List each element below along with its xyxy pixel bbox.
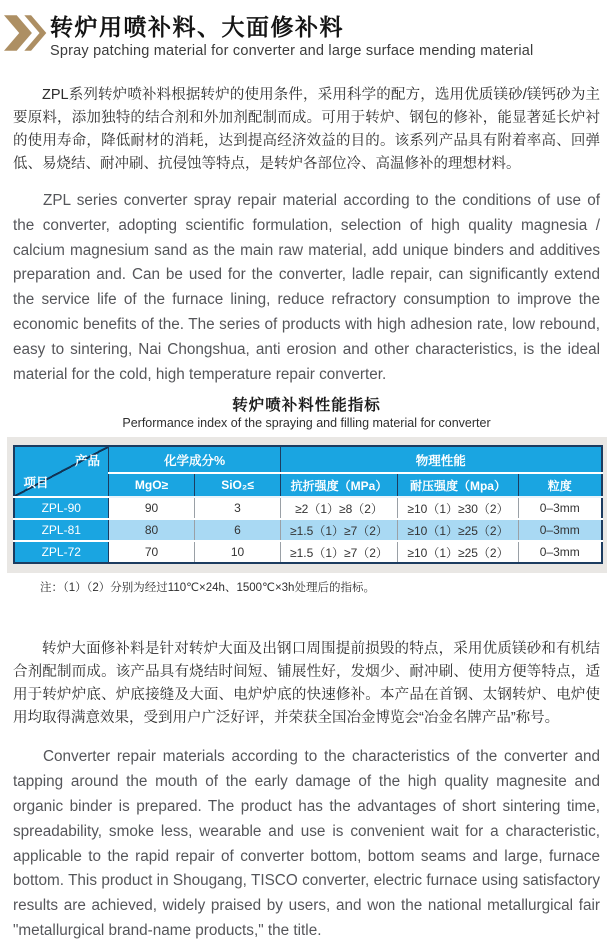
table-title-en: Performance index of the spraying and filling material for converter xyxy=(122,416,491,431)
table-row-zpl81 xyxy=(14,519,602,541)
product-cell: ZPL-81 xyxy=(14,519,109,541)
col-header-sio2: SiO₂≤ xyxy=(195,473,281,497)
value-cell: 90 xyxy=(109,497,195,519)
table-panel xyxy=(7,437,607,573)
value-cell: ≥10（1）≥25（2） xyxy=(398,541,519,563)
value-cell: 70 xyxy=(109,541,195,563)
value-cell: 80 xyxy=(109,519,195,541)
value-cell: 10 xyxy=(195,541,281,563)
value-cell: 6 xyxy=(195,519,281,541)
header-titles xyxy=(50,12,533,60)
table-group-header-row xyxy=(14,446,602,473)
table-title-zh: 转炉喷补料性能指标 xyxy=(232,397,381,415)
value-cell: ≥10（1）≥25（2） xyxy=(398,519,519,541)
col-header-mgo: MgO≥ xyxy=(109,473,195,497)
product-cell: ZPL-72 xyxy=(14,541,109,563)
col-header-compressive: 耐压强度（Mpa） xyxy=(398,473,519,497)
table-corner-cell xyxy=(14,446,109,497)
value-cell: 3 xyxy=(195,497,281,519)
product-cell: ZPL-90 xyxy=(14,497,109,519)
group-header-physical: 物理性能 xyxy=(281,446,602,473)
col-header-flexural: 抗折强度（MPa） xyxy=(281,473,398,497)
page-subtitle: Spray patching material for converter and large surface mending material xyxy=(50,43,534,59)
paragraph-en-mending: Converter repair materials according to the characteristics of the converter and tapping around the mouth of the early damage of the high quality magnesite and organic binder is prepared. The product has the advantages of short sintering time, spreadability, smoke less, wearable and use is convenient wait for a characteristic, applicable to the rapid repair of converter bottom, bottom seams and large, furnace bottom. This product in Shougang, TISCO converter, electric furnace using satisfactory results are achieved, widely praised by users, and won the national metallurgical fair "metallurgical brand-name products," the title. xyxy=(13,748,600,939)
paragraph-en-intro: ZPL series converter spray repair material according to the conditions of use of the converter, adopting scientific formulation, selection of high quality magnesia / calcium magnesium sand as the main raw material, add unique binders and additives preparation and. Can be used for the converter, ladle repair, can significantly extend the service life of the furnace lining, reduce refractory consumption to improve the economic benefits of the. The series of products with high adhesion rate, low rebound, easy to sintering, Nai Chongshua, anti erosion and other characteristics, is the ideal material for the cold, high temperature repair converter. xyxy=(13,192,600,383)
corner-label-item: 项目 xyxy=(23,476,49,491)
page-header xyxy=(0,0,613,60)
performance-table xyxy=(13,445,603,564)
value-cell: 0–3mm xyxy=(519,541,602,563)
value-cell: ≥10（1）≥30（2） xyxy=(398,497,519,519)
group-header-chemical: 化学成分% xyxy=(109,446,281,473)
page-title: 转炉用喷补料、大面修补料 xyxy=(50,14,344,40)
table-title-block xyxy=(0,396,613,431)
value-cell: 0–3mm xyxy=(519,497,602,519)
col-header-granularity: 粒度 xyxy=(519,473,602,497)
paragraph-zh-mending: 转炉大面修补料是针对转炉大面及出钢口周围提前损毁的特点，采用优质镁砂和有机结合剂配制而成。该产品具有烧结时间短、铺展性好，发烟少、耐冲刷、使用方便等特点，适用于转炉炉底、炉底接缝及大面、电炉炉底的快速修补。本产品在首钢、太钢转炉、电炉使用均取得满意效果，受到用户广泛好评，并荣获全国冶金博览会“冶金名牌产品”称号。 xyxy=(13,641,600,727)
corner-label-product: 产品 xyxy=(74,454,100,469)
value-cell: 0–3mm xyxy=(519,519,602,541)
table-row-zpl90 xyxy=(14,497,602,519)
value-cell: ≥1.5（1）≥7（2） xyxy=(281,519,398,541)
paragraph-zh-intro: ZPL系列转炉喷补料根据转炉的使用条件，采用科学的配方，选用优质镁砂/镁钙砂为主要原料，添加独特的结合剂和外加剂配制而成。可用于转炉、钢包的修补，能显著延长炉衬的使用寿命，降低耐材的消耗，达到提高经济效益的目的。该系列产品具有附着率高、回弹低、易烧结、耐冲刷、抗侵蚀等特点，是转炉各部位冷、高温修补的理想材料。 xyxy=(13,87,600,172)
value-cell: ≥2（1）≥8（2） xyxy=(281,497,398,519)
table-footnote: 注：（1）（2）分别为经过110℃×24h、1500℃×3h处理后的指标。 xyxy=(40,582,375,595)
value-cell: ≥1.5（1）≥7（2） xyxy=(281,541,398,563)
double-chevron-right-icon xyxy=(4,14,48,57)
table-row-zpl72 xyxy=(14,541,602,563)
